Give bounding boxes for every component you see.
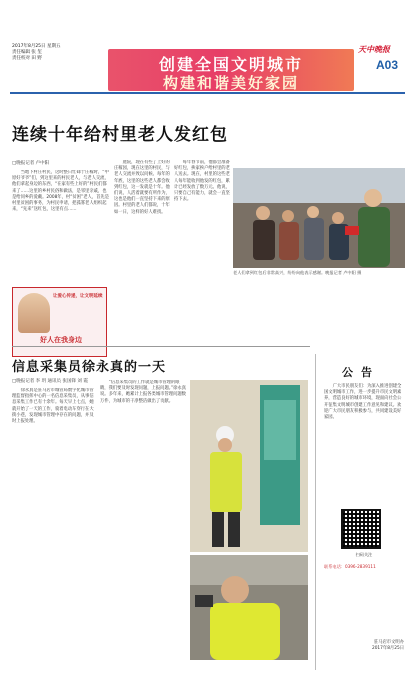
qr-code-label: 扫码关注	[355, 552, 373, 557]
header-divider	[10, 92, 405, 94]
story2-column-2: “信息采集员的工作就是城市管理的眼睛，我们要及时发现问题，上报问题。”徐永真说。多年来，她累计上报各类城市管理问题数万件，为城市的干净整洁做出了贡献。	[100, 380, 186, 404]
notice-signoff-date: 2017年8月25日	[371, 646, 404, 651]
banner-line-1: 创建全国文明城市	[158, 55, 303, 74]
page-header	[0, 0, 415, 90]
promo-subtitle: 好人在我身边	[40, 335, 82, 344]
story1-photo	[233, 168, 405, 268]
story2-photo-top-scene	[190, 380, 308, 552]
banner-line-2: 构建和谐美好家园	[162, 74, 299, 92]
story2-photo-top	[190, 380, 308, 552]
story2-column-1: 徐永真是驻马店市城管局数字化城市管理监督指挥中心的一名信息采集员，从事信息采集工作已有十余年。每天早上七点，她就开始了一天的工作，骑着电动车穿行在大街小巷，发现城市管理中存在的问题，并及时上报处理。	[12, 388, 94, 425]
story1-headline: 连续十年给村里老人发红包	[12, 125, 228, 145]
page-number: A03	[376, 58, 399, 72]
header-banner	[108, 49, 354, 91]
story1-photo-scene	[233, 168, 405, 268]
notice-signoff	[324, 640, 404, 652]
promo-title: 让爱心传递，让文明延续	[53, 294, 103, 299]
story2-headline: 信息采集员徐永真的一天	[12, 360, 167, 375]
notice-title: 公告	[342, 366, 380, 379]
header-meta	[12, 44, 60, 62]
qr-code-icon[interactable]	[341, 509, 381, 549]
story-divider	[12, 346, 310, 347]
notice-column	[315, 354, 405, 670]
header-date: 2017年8月25日 星期五	[12, 44, 61, 49]
story2-photo-bottom	[190, 555, 308, 660]
story1-column-2: 庭院，现在有些了上好的庄稼园，现在这里的村民，与老人交流并致以问候。每年的年底，这里的这些老人都会收到红包，这一发就是十年。他们说，人活着就要有所作为，这也是他们一直坚持下来的原因。村里的老人们都说，十年如一日，这样的好人难找。	[114, 160, 170, 215]
newspaper-logo: 天中晚报	[358, 44, 390, 54]
promo-portrait	[18, 293, 50, 333]
notice-signoff-org: 驻马店市文明办	[373, 640, 404, 645]
story2-photo-bottom-scene	[190, 555, 308, 660]
story1-byline: □晚报记者 卢中阳	[12, 161, 50, 166]
story1-column-3: 每年春节前，他都会准备好红包，挨家挨户给村里的老人送去。现在，村里的这些老人每年能收到他发的红包，累计已经发放了数万元。他说，只要自己有能力，就会一直坚持下去。	[174, 160, 230, 203]
notice-body: 广大市民朋友们：为深入推进创建全国文明城市工作，进一步提升市民文明素养，营造良好的城市环境，现面向社会公开征集文明城市创建工作意见和建议。欢迎广大市民朋友积极参与，共同建设美好家园。	[324, 384, 402, 421]
story2-byline: □晚报记者 李 玥 通讯员 张国锋 刘 霞	[12, 379, 88, 384]
header-proofreader: 责任校对 田 野	[12, 56, 42, 61]
story1-column-1: 当地下村庄村民，这时整日忙碌于庄稼时，“中原好爷爷”们，到这里来的村民老人，与老人交流，他们拿起身边的东西，“在家有些上好的”村民们都来了……这里的乡村民俗和做法，是邻里亲戚，也是给同乡的爱戴。2008年，村“贫困”老人，首先是村里贫困的事务，为村民申请，把孤寡老人组织起来，“先来”送红包，这里有点……	[12, 170, 110, 213]
notice-contact: 联系电话：0396-2839111	[324, 564, 376, 569]
header-editor: 责任编辑 张 玺	[12, 50, 42, 55]
story1-photo-caption: 老人们拿到红包后非常高兴，纷纷向他表示感谢。晚报记者 卢中阳 摄	[233, 270, 362, 275]
